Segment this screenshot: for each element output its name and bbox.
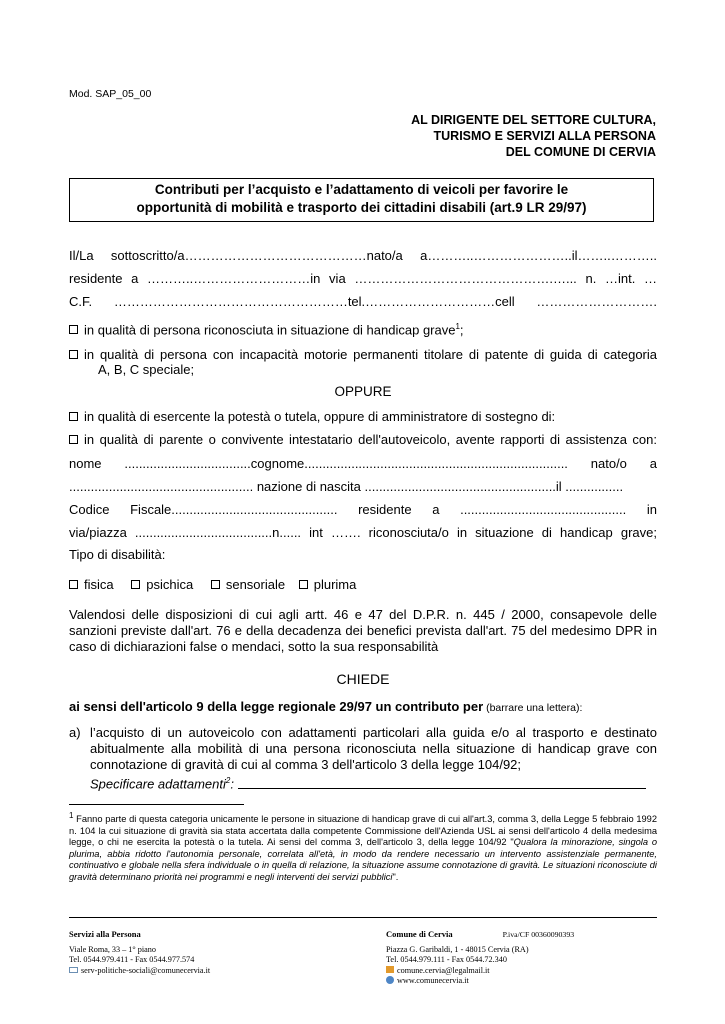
footnote-divider xyxy=(69,804,244,805)
option-label: in qualità di persona riconosciuta in situazione di handicap grave xyxy=(84,322,456,338)
disability-option-plurima[interactable] xyxy=(299,577,357,592)
applicant-address-line[interactable]: residente a ………..………………………in via ……………………………………….…... n. …int. … xyxy=(69,271,657,286)
beneficiary-birth-line[interactable]: ................................................... nazione di nascita .....................................................il ................ xyxy=(69,479,624,494)
footer-web-row[interactable] xyxy=(386,976,656,987)
addressee-block xyxy=(411,112,656,160)
checkbox[interactable] xyxy=(131,580,140,589)
option-label: in qualità di persona con incapacità motorie permanenti titolare di patente di guida di categoria xyxy=(84,347,657,362)
beneficiary-name-line[interactable]: nome ...................................cognome......................................................................... nato/o a xyxy=(69,456,657,471)
option-label: in qualità di parente o convivente intestatario dell'autoveicolo, avente rapporti di assistenza con: xyxy=(84,432,657,447)
beneficiary-cf-line[interactable]: Codice Fiscale.............................................. residente a .............................................. in xyxy=(69,502,657,517)
checkbox[interactable] xyxy=(69,580,78,589)
footnote-end: ". xyxy=(392,872,399,883)
request-line xyxy=(69,699,657,714)
footer-website[interactable]: www.comunecervia.it xyxy=(397,976,469,985)
footer-comune: Comune di Cervia xyxy=(386,929,453,939)
addressee-line: AL DIRIGENTE DEL SETTORE CULTURA, xyxy=(411,113,656,127)
option-tutela[interactable] xyxy=(69,409,657,424)
footer-pec[interactable]: comune.cervia@legalmail.it xyxy=(397,965,490,975)
footnote-text: Fanno parte di questa categoria unicamente le persone in situazione di handicap grave di cui all'art.3, comma 3, della Legge 5 febbraio 1992 n. 104 la cui situazione di gravità sia stata accertata dalla competente Commissione dell'Azienda USL ai sensi dell'articolo 4 della medesima legge, o chi ne esercita la potestà o la tutela. Ai sensi del comma 3, dell'articolo 3, della legge 104/92 " xyxy=(69,814,657,848)
footnote xyxy=(69,810,657,884)
option-handicap-grave[interactable] xyxy=(69,322,657,337)
title-line: opportunità di mobilità e trasporto dei cittadini disabili (art.9 LR 29/97) xyxy=(136,200,587,215)
form-code: Mod. SAP_05_00 xyxy=(69,88,152,100)
chiede-heading: CHIEDE xyxy=(336,671,390,687)
specify-adaptations[interactable] xyxy=(69,776,678,791)
oppure-heading: OPPURE xyxy=(334,384,392,399)
option-incapacita-motorie[interactable] xyxy=(69,347,657,362)
applicant-contact-line[interactable]: C.F. ………………………………………………tel.…………………………cell ………………………. xyxy=(69,294,657,309)
footer-phone: Tel. 0544.979.111 - Fax 0544.72.340 xyxy=(386,955,507,964)
disability-label: sensoriale xyxy=(225,577,286,592)
request-bold: ai sensi dell'articolo 9 della legge regionale 29/97 un contributo per xyxy=(69,699,484,714)
footer-phone: Tel. 0544.979.411 - Fax 0544.977.574 xyxy=(69,955,195,964)
pec-mail-icon xyxy=(386,966,394,973)
footer-right xyxy=(386,929,656,987)
checkbox[interactable] xyxy=(299,580,308,589)
footnote-quote: Qualora la minorazione, singola o plurima, abbia ridotto l'autonomia personale, correlata all'età, in modo da rendere necessario un intervento assistenziale permanente, continuativo e globale nella sfera individuale o in quella di relazione, la situazione assume connotazione di gravità. Le situazioni riconosciute di gravità determinano priorità nei programmi e negli interventi dei servizi pubblici xyxy=(69,837,657,883)
footer-piva: P.iva/CF 00360090393 xyxy=(502,930,575,939)
option-a[interactable] xyxy=(69,725,657,773)
footer-pec-row[interactable] xyxy=(386,966,656,977)
option-label: in qualità di esercente la potestà o tutela, oppure di amministratore di sostegno di: xyxy=(84,409,556,424)
footer-office: Servizi alla Persona xyxy=(69,929,141,939)
disability-type-label: Tipo di disabilità: xyxy=(69,547,166,562)
disability-label: psichica xyxy=(146,577,194,592)
checkbox[interactable] xyxy=(69,435,78,444)
disability-label: plurima xyxy=(313,577,357,592)
option-parente[interactable] xyxy=(69,432,657,447)
checkbox[interactable] xyxy=(211,580,220,589)
footer-divider xyxy=(69,917,657,918)
specify-label: Specificare adattamenti xyxy=(90,776,226,792)
option-a-letter: a) xyxy=(69,725,81,740)
footnote-ref: 1 xyxy=(455,322,460,331)
beneficiary-address-line[interactable]: via/piazza ......................................n...... int ……. riconosciuta/o in situazione di handicap grave; xyxy=(69,525,657,540)
checkbox[interactable] xyxy=(69,350,78,359)
option-label-end: ; xyxy=(459,322,464,338)
footer-left xyxy=(69,929,210,976)
addressee-line: TURISMO E SERVIZI ALLA PERSONA xyxy=(433,129,656,143)
footer-email[interactable]: serv-politiche-sociali@comunecervia.it xyxy=(81,965,211,975)
applicant-name-line[interactable]: Il/La sottoscritto/a……………………………………nato/a a………..…………………..il……..……….. xyxy=(69,248,657,263)
title-line: Contributi per l’acquisto e l’adattamento di veicoli per favorire le xyxy=(154,182,569,197)
disability-label: fisica xyxy=(84,577,114,592)
footer-address: Viale Roma, 33 – 1° piano xyxy=(69,944,156,954)
checkbox[interactable] xyxy=(69,412,78,421)
adaptations-input[interactable] xyxy=(238,777,646,789)
footnote-number: 1 xyxy=(69,811,74,820)
declaration-paragraph: Valendosi delle disposizioni di cui agli artt. 46 e 47 del D.P.R. n. 445 / 2000, consapevole delle sanzioni previste dall'art. 76 e della decadenza dei benefici prevista dall'art. 75 del medesimo DPR in caso di dichiarazioni false o mendaci, sotto la sua responsabilità xyxy=(69,607,657,654)
addressee-line: DEL COMUNE DI CERVIA xyxy=(505,145,656,159)
disability-options xyxy=(69,577,657,592)
title-box xyxy=(69,178,654,222)
disability-option-psichica[interactable] xyxy=(131,577,193,592)
footer-address: Piazza G. Garibaldi, 1 - 48015 Cervia (RA) xyxy=(386,944,529,954)
globe-icon xyxy=(386,976,394,984)
request-note: (barrare una lettera): xyxy=(483,702,583,714)
checkbox[interactable] xyxy=(69,325,78,334)
disability-option-sensoriale[interactable] xyxy=(211,577,285,592)
footer-email-row[interactable] xyxy=(69,966,210,977)
disability-option-fisica[interactable] xyxy=(69,577,114,592)
mail-icon xyxy=(69,967,78,973)
option-a-text: l’acquisto di un autoveicolo con adattamenti particolari alla guida e/o al trasporto e destinato abitualmente alla mobilità di una persona riconosciuta nella situazione di handicap grave con connotazione di gravità di cui al comma 3 dell'articolo 3 della legge 104/92; xyxy=(90,725,657,772)
footnote-ref: 2 xyxy=(225,776,231,785)
specify-colon: : xyxy=(230,776,234,792)
option-label-continued: A, B, C speciale; xyxy=(98,362,195,377)
